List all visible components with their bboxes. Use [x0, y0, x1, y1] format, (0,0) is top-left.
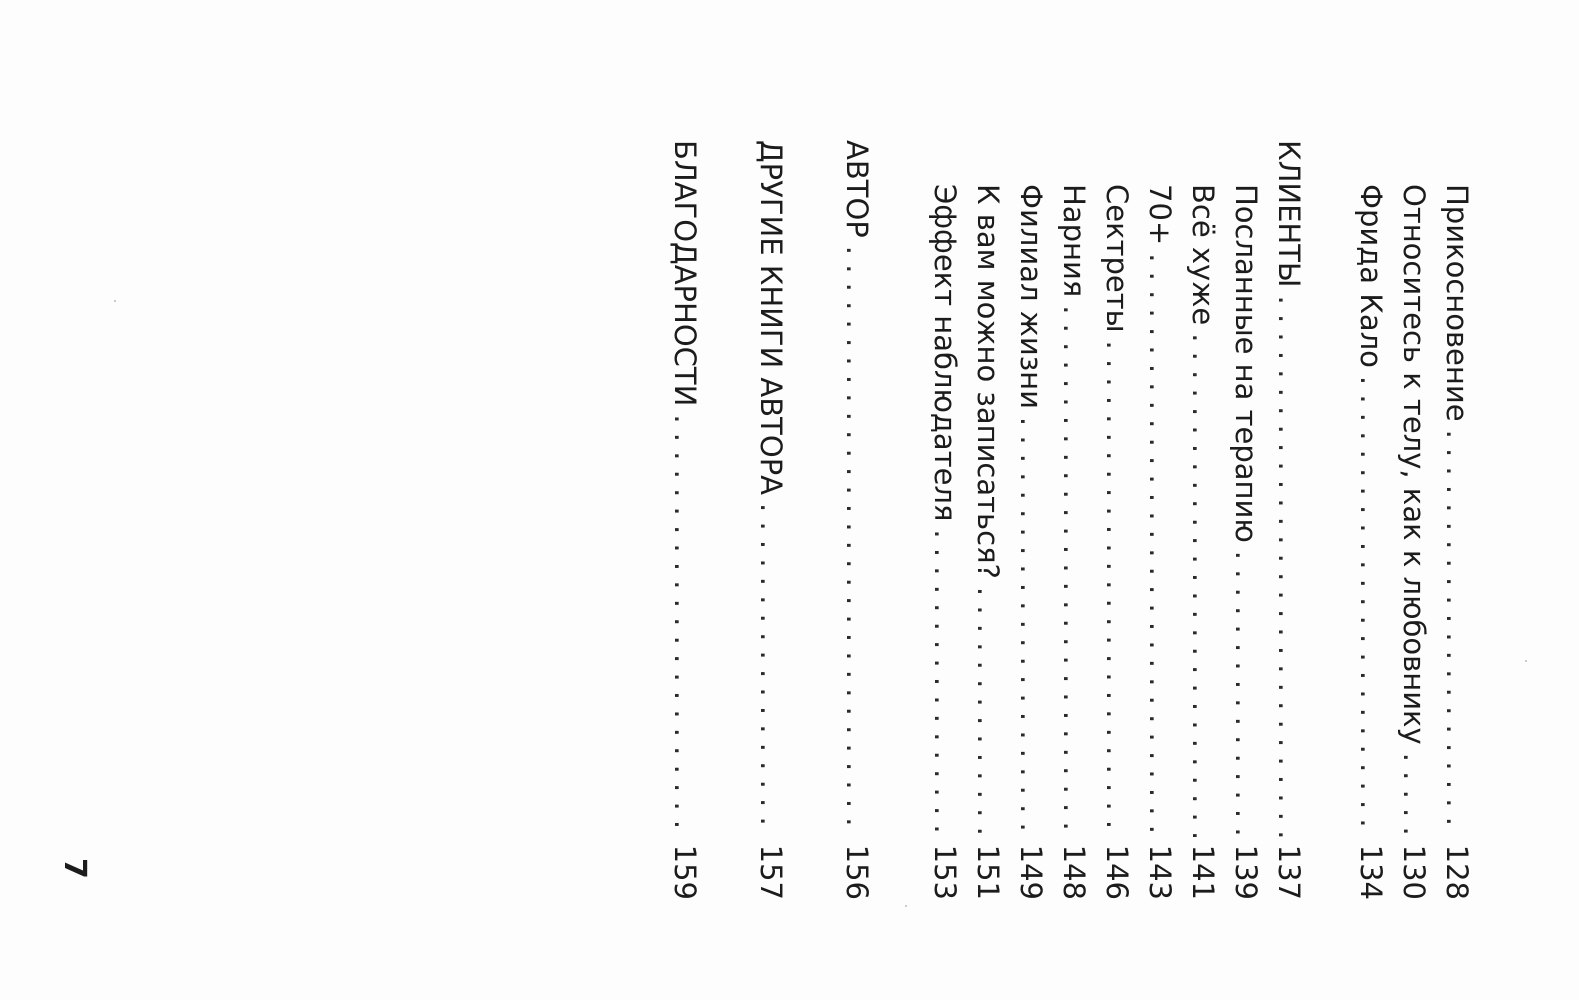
toc-entry-title: Эффект наблюдателя [928, 184, 962, 522]
toc-entry [1013, 140, 1049, 900]
scan-speck [114, 300, 116, 302]
toc-entry-title: Относитесь к телу, как к любовнику [1397, 184, 1431, 745]
toc-entry-page: 137 [1272, 844, 1306, 900]
toc-entry-page: 134 [1354, 844, 1388, 900]
toc-entry-page: 156 [840, 844, 874, 900]
toc-leader-dots [667, 414, 703, 836]
toc-entry-page: 157 [754, 844, 788, 900]
toc-section [1271, 140, 1307, 900]
toc-entry-title: Филиал жизни [1014, 184, 1048, 409]
toc-leader-dots [1142, 253, 1178, 836]
toc-entry [1439, 140, 1475, 900]
toc-entry [1142, 140, 1178, 900]
toc-entry [1099, 140, 1135, 900]
toc-section-title: БЛАГОДАРНОСТИ [668, 140, 702, 407]
toc-entry-page: 148 [1057, 844, 1091, 900]
toc-section [839, 140, 875, 900]
scan-speck [1525, 660, 1527, 662]
toc-entry-page: 151 [971, 844, 1005, 900]
toc-entry-title: Всё хуже [1186, 184, 1220, 326]
toc-entry-page: 149 [1014, 844, 1048, 900]
toc-entry-title: Прикосновение [1440, 184, 1474, 422]
toc-entry-title: Нарния [1057, 184, 1091, 298]
toc-entry [1396, 140, 1432, 900]
toc-entry-page: 139 [1229, 844, 1263, 900]
toc-section-title: АВТОР [840, 140, 874, 238]
toc-entry [1185, 140, 1221, 900]
toc-section [667, 140, 703, 900]
toc-entry [927, 140, 963, 900]
toc-entry [970, 140, 1006, 900]
toc-entry-title: Фрида Кало [1354, 184, 1388, 368]
toc-leader-dots [1056, 305, 1092, 836]
toc-entry-title: 70+ [1143, 184, 1177, 246]
toc-entry [1353, 140, 1389, 900]
toc-leader-dots [753, 503, 789, 837]
toc-leader-dots [1228, 551, 1264, 837]
toc-entry-page: 146 [1100, 844, 1134, 900]
toc-entry-title: Посланные на терапию [1229, 184, 1263, 543]
toc-leader-dots [1396, 753, 1432, 837]
toc-entry-page: 130 [1397, 844, 1431, 900]
toc-entry-page: 153 [928, 844, 962, 900]
toc-entry-page: 141 [1186, 844, 1220, 900]
scan-speck [905, 905, 907, 907]
toc-leader-dots [1013, 417, 1049, 837]
toc-entry [1228, 140, 1264, 900]
toc-leader-dots [1185, 333, 1221, 836]
toc-section [753, 140, 789, 900]
toc-section-title: ДРУГИЕ КНИГИ АВТОРА [754, 140, 788, 496]
toc-entry [1056, 140, 1092, 900]
toc-leader-dots [839, 246, 875, 837]
toc-leader-dots [1439, 430, 1475, 837]
toc-entry-page: 128 [1440, 844, 1474, 900]
toc-leader-dots [1353, 376, 1389, 837]
toc-entry-page: 159 [668, 844, 702, 900]
toc-entry-title: К вам можно записаться? [971, 184, 1005, 579]
toc-leader-dots [1099, 341, 1135, 837]
toc-leader-dots [927, 529, 963, 836]
toc-leader-dots [970, 587, 1006, 837]
toc-leader-dots [1271, 296, 1307, 837]
toc-entry-title: Сектреты [1100, 184, 1134, 333]
toc-section-title: КЛИЕНТЫ [1272, 140, 1306, 288]
toc-entry-page: 143 [1143, 844, 1177, 900]
page-number: 7 [57, 858, 92, 879]
